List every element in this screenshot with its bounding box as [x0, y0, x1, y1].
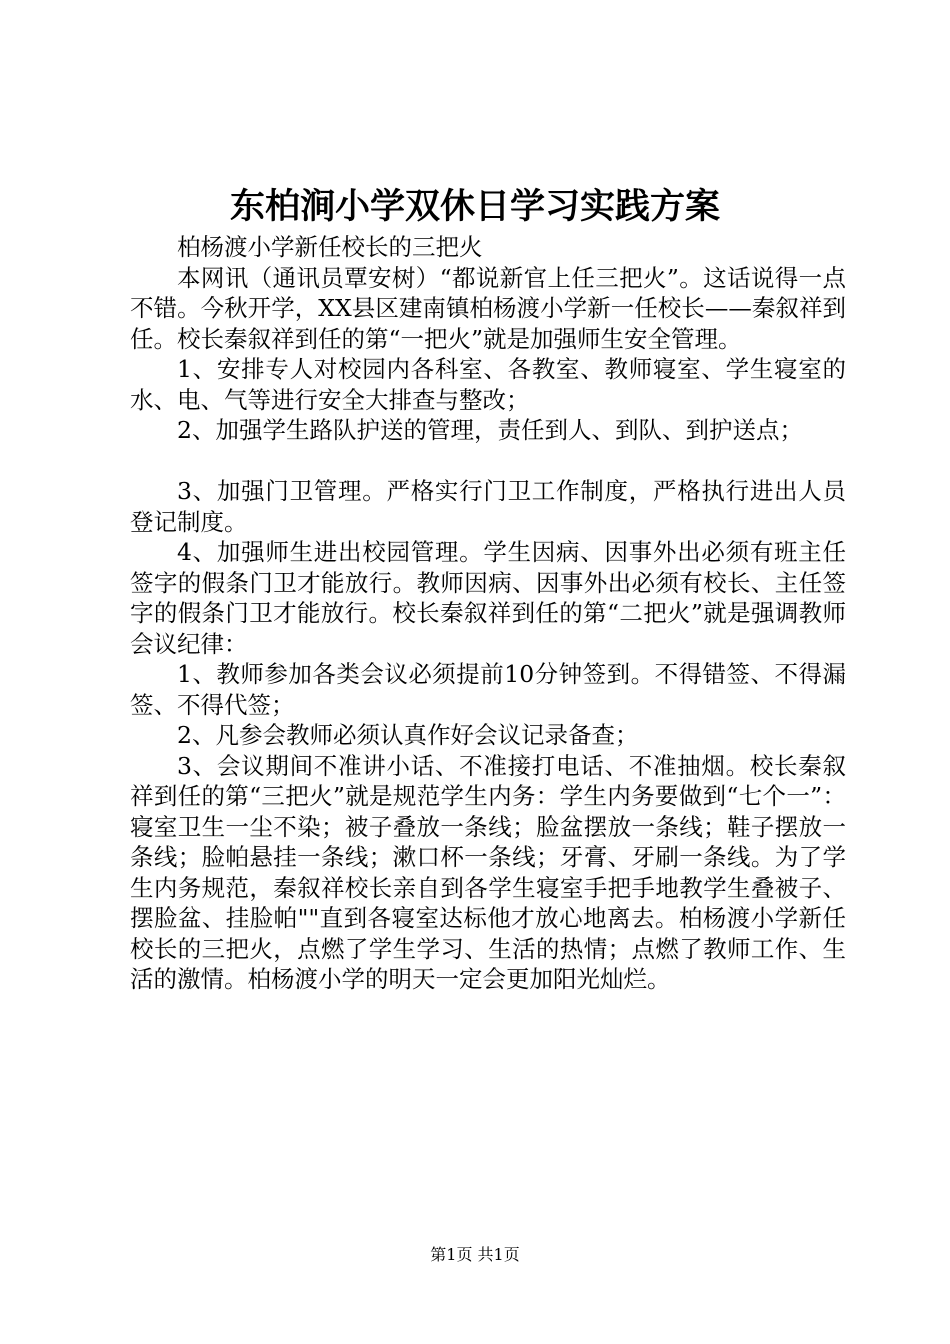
body-paragraph: 3、会议期间不准讲小话、不准接打电话、不准抽烟。校长秦叙祥到任的第“三把火”就是规范学生内务：学生内务要做到“七个一”：寝室卫生一尘不染；被子叠放一条线；脸盆摆放一条线；鞋子摆放一条线；脸帕悬挂一条线；漱口杯一条线；牙膏、牙刷一条线。为了学生内务规范，秦叙祥校长亲自到各学生寝室手把手地教学生叠被子、摆脸盆、挂脸帕""直到各寝室达标他才放心地离去。柏杨渡小学新任校长的三把火，点燃了学生学习、生活的热情；点燃了教师工作、生活的激情。柏杨渡小学的明天一定会更加阳光灿烂。: [130, 751, 846, 993]
document-body: [130, 232, 846, 995]
body-paragraph: 本网讯（通讯员覃安树）“都说新官上任三把火”。这话说得一点不错。今秋开学，XX县区建南镇柏杨渡小学新一任校长——秦叙祥到任。校长秦叙祥到任的第“一把火”就是加强师生安全管理。: [130, 263, 846, 353]
blank-line: [130, 446, 846, 477]
body-paragraph: 1、教师参加各类会议必须提前10分钟签到。不得错签、不得漏签、不得代签；: [130, 660, 846, 719]
body-paragraph: 柏杨渡小学新任校长的三把火: [177, 233, 483, 261]
body-paragraph: 3、加强门卫管理。严格实行门卫工作制度，严格执行进出人员登记制度。: [130, 477, 846, 536]
body-paragraph: 2、加强学生路队护送的管理，责任到人、到队、到护送点；: [177, 416, 803, 444]
body-paragraph: 4、加强师生进出校园管理。学生因病、因事外出必须有班主任签字的假条门卫才能放行。教师因病、因事外出必须有校长、主任签字的假条门卫才能放行。校长秦叙祥到任的第“二把火”就是强调教师会议纪律：: [130, 538, 846, 658]
page-footer: 第1页 共1页: [430, 1245, 520, 1264]
document-title: 东柏涧小学双休日学习实践方案: [229, 186, 720, 227]
body-paragraph: 1、安排专人对校园内各科室、各教室、教师寝室、学生寝室的水、电、气等进行安全大排查与整改；: [130, 355, 846, 414]
body-paragraph: 2、凡参会教师必须认真作好会议记录备查；: [177, 721, 639, 749]
